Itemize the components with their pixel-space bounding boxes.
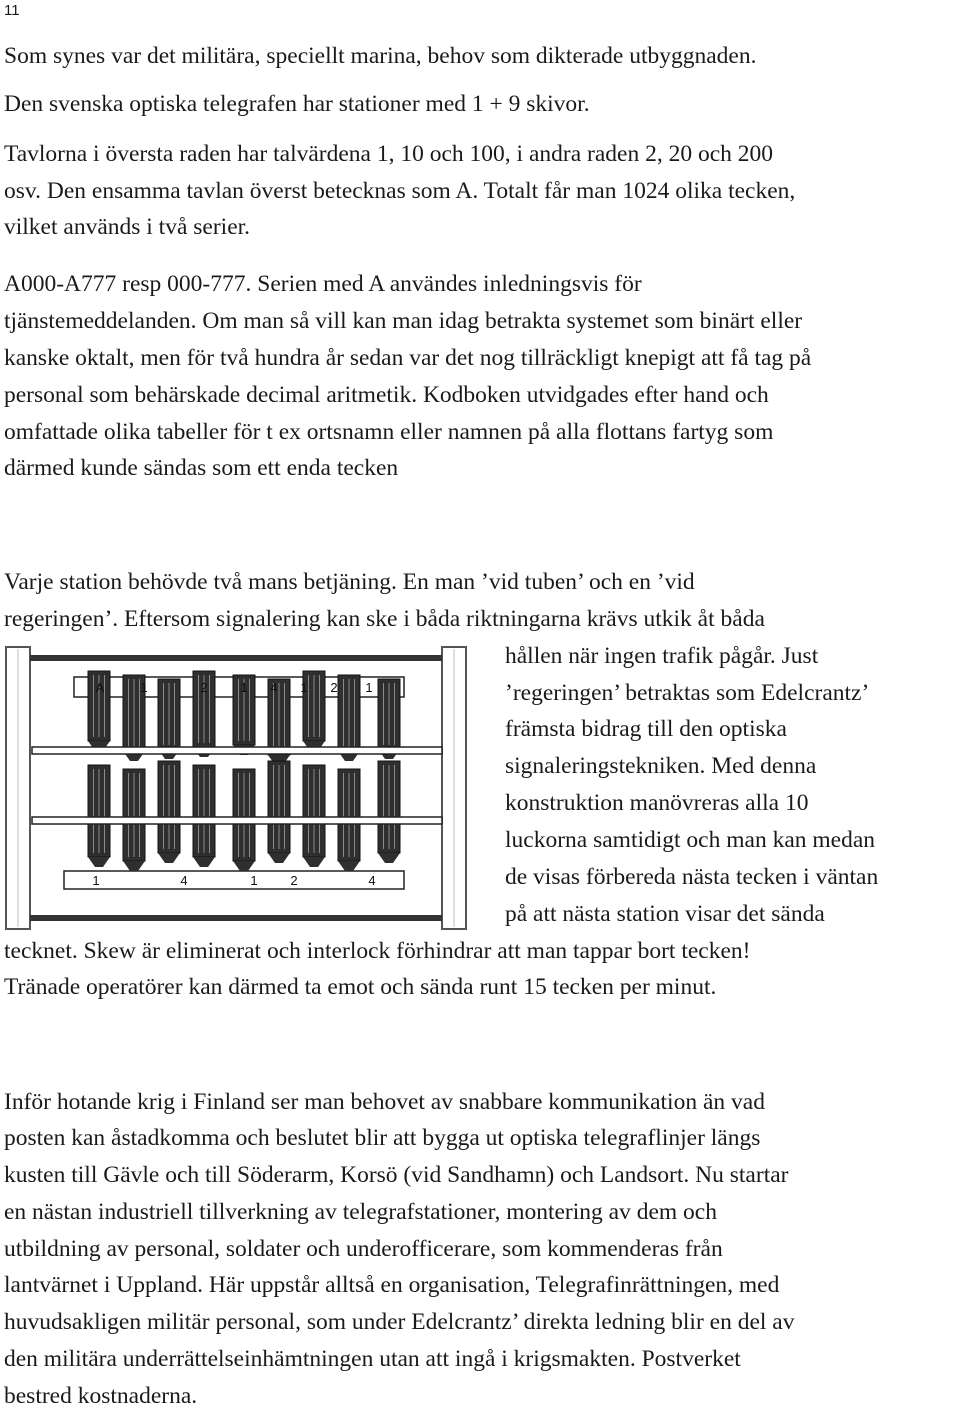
text-line: luckorna samtidigt och man kan medan — [505, 827, 876, 853]
shutter-lever-bottom — [268, 761, 290, 863]
text-line: omfattade olika tabeller för t ex ortsnamn eller namnen på alla flottans fartyg som — [4, 419, 774, 445]
shaft-lower — [32, 817, 442, 824]
text-line: på att nästa station visar det sända — [505, 901, 825, 927]
label-strip-bottom — [64, 871, 404, 889]
text-line: utbildning av personal, soldater och underofficerare, som kommenderas från — [4, 1236, 723, 1262]
figure-label-top: 1 — [300, 680, 308, 695]
figure-label-bottom: 2 — [290, 873, 298, 888]
text-line: hållen när ingen trafik pågår. Just — [505, 643, 819, 669]
text-line: Tränade operatörer kan därmed ta emot och sända runt 15 tecken per minut. — [4, 974, 717, 1000]
shutter-lever-bottom — [303, 765, 325, 867]
side-post-left — [6, 647, 30, 929]
text-line: regeringen’. Eftersom signalering kan ske i båda riktningarna krävs utkik åt båda — [4, 606, 765, 632]
frame-top-rail — [30, 655, 442, 661]
text-line: vilket används i två serier. — [4, 214, 251, 240]
shutter-lever-bottom — [378, 761, 400, 863]
text-line: Tavlorna i översta raden har talvärdena 1, 10 och 100, i andra raden 2, 20 och 200 — [4, 141, 774, 167]
figure-label-bottom: 4 — [368, 873, 376, 888]
side-post-right — [442, 647, 466, 929]
text-line: den militära underrättelseinhämtningen utan att ingå i krigsmakten. Postverket — [4, 1346, 741, 1372]
text-line: osv. Den ensamma tavlan överst betecknas som A. Totalt får man 1024 olika tecken, — [4, 178, 796, 204]
text-line: Varje station behövde två mans betjäning. En man ’vid tuben’ och en ’vid — [4, 569, 695, 595]
text-line: personal som behärskade decimal aritmetik. Kodboken utvidgades efter hand och — [4, 382, 769, 408]
text-line: tjänstemeddelanden. Om man så vill kan man idag betrakta systemet som binärt eller — [4, 308, 803, 334]
figure-label-top: 2 — [330, 680, 338, 695]
shutter-lever-bottom — [88, 765, 110, 867]
text-line: posten kan åstadkomma och beslutet blir att bygga ut optiska telegraflinjer längs — [4, 1125, 761, 1151]
text-line: en nästan industriell tillverkning av telegrafstationer, montering av dem och — [4, 1199, 717, 1225]
frame-bottom-rail — [30, 915, 442, 921]
figure-label-bottom: 4 — [180, 873, 188, 888]
figure-label-top: 2 — [200, 680, 208, 695]
text-line: Inför hotande krig i Finland ser man behovet av snabbare kommunikation än vad — [4, 1089, 765, 1115]
figure-label-top: 4 — [270, 680, 278, 695]
figure-label-bottom: 1 — [250, 873, 258, 888]
text-line: huvudsakligen militär personal, som under Edelcrantz’ direkta ledning blir en del av — [4, 1309, 795, 1335]
regeringen-mechanism-drawing — [4, 643, 468, 933]
text-line: tecknet. Skew är eliminerat och interlock förhindrar att man tappar bort tecken! — [4, 938, 751, 964]
text-line: kanske oktalt, men för två hundra år sedan var det nog tillräckligt knepigt att få tag på — [4, 345, 812, 371]
regeringen-illustration — [4, 643, 468, 933]
shutter-lever-bottom — [158, 761, 180, 863]
text-line: därmed kunde sändas som ett enda tecken — [4, 455, 399, 481]
text-line: de visas förbereda nästa tecken i väntan — [505, 864, 879, 890]
page-number: 11 — [4, 2, 20, 19]
text-line: Den svenska optiska telegrafen har stationer med 1 + 9 skivor. — [4, 91, 590, 117]
figure-label-top: 1 — [240, 680, 248, 695]
figure-label-top: 1 — [140, 680, 148, 695]
text-line: ’regeringen’ betraktas som Edelcrantz’ — [505, 680, 870, 706]
shaft-upper — [32, 747, 442, 754]
text-line: konstruktion manövreras alla 10 — [505, 790, 809, 816]
figure-label-top: 1 — [365, 680, 373, 695]
figure-label-top: A — [95, 680, 105, 695]
figure-label-bottom: 1 — [92, 873, 100, 888]
text-line: A000-A777 resp 000-777. Serien med A användes inledningsvis för — [4, 271, 642, 297]
text-line: Som synes var det militära, speciellt marina, behov som dikterade utbyggnaden. — [4, 43, 757, 69]
text-line: kusten till Gävle och till Söderarm, Korsö (vid Sandhamn) och Landsort. Nu startar — [4, 1162, 789, 1188]
text-line: signaleringstekniken. Med denna — [505, 753, 817, 779]
text-line: främsta bidrag till den optiska — [505, 716, 787, 742]
text-line: lantvärnet i Uppland. Här uppstår alltså en organisation, Telegrafinrättningen, med — [4, 1272, 780, 1298]
text-line: bestred kostnaderna. — [4, 1383, 198, 1409]
shutter-lever-bottom — [193, 765, 215, 867]
